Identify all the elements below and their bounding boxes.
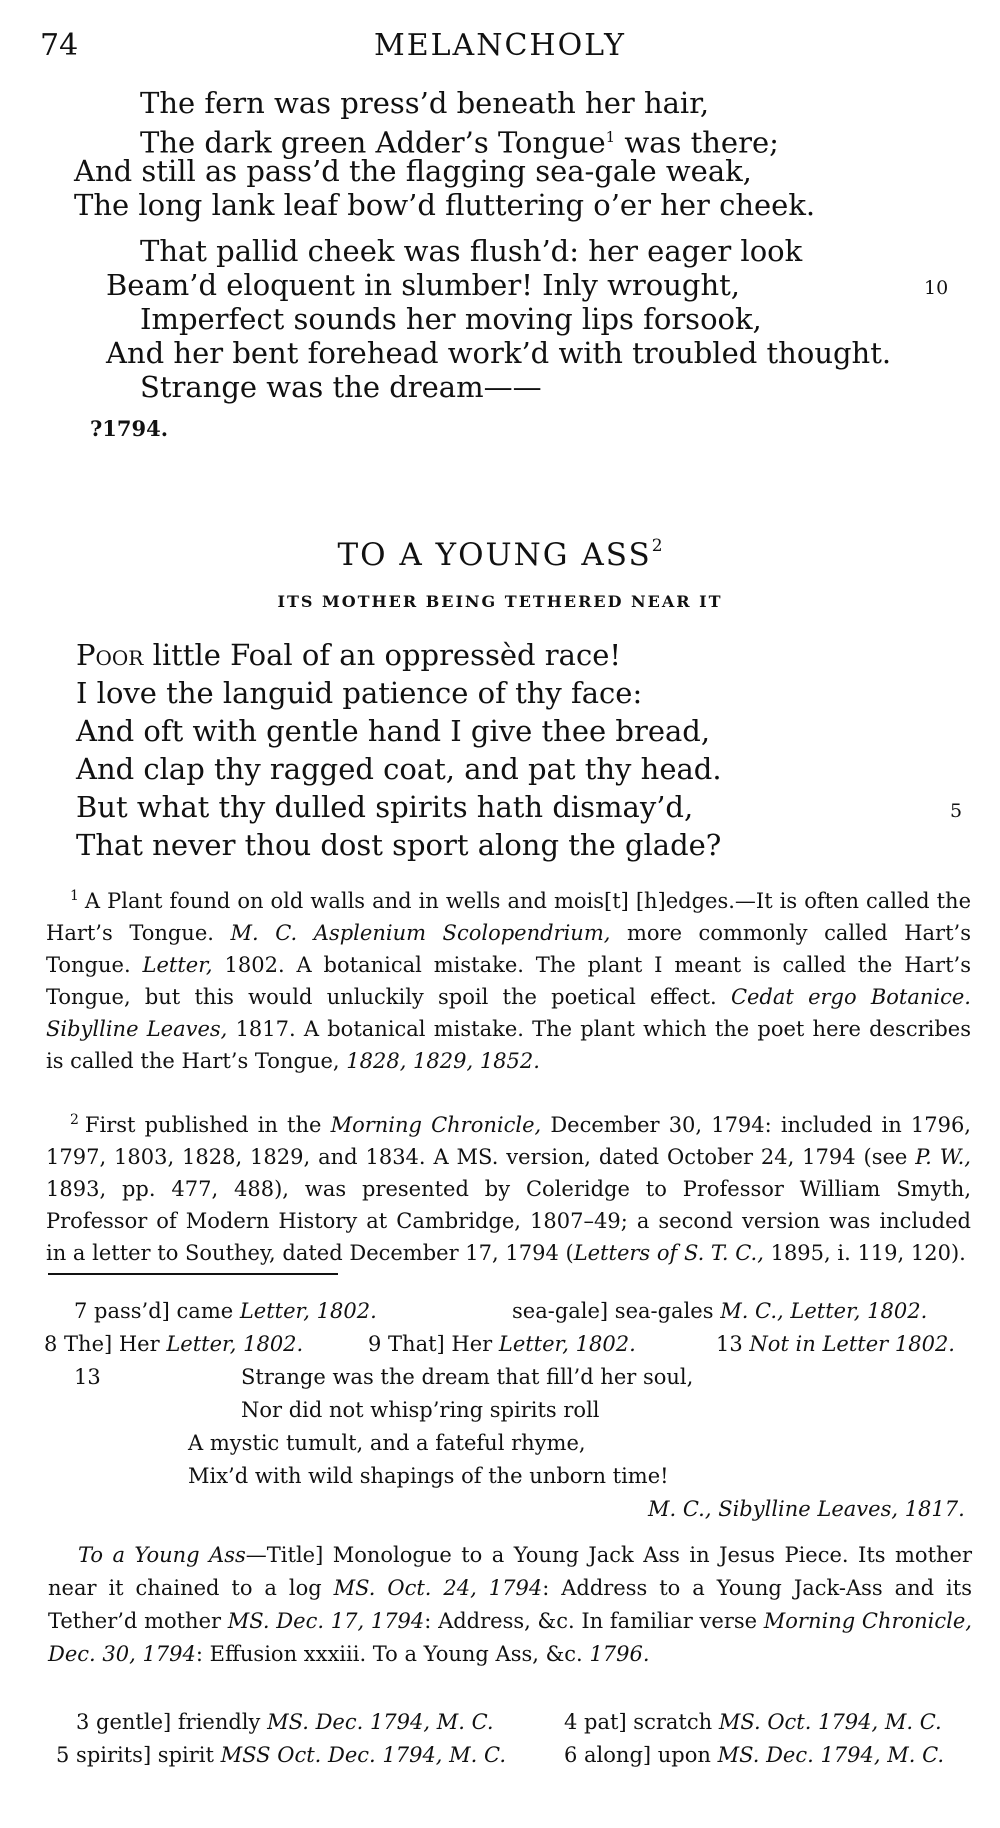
verse-line: That never thou dost sport along the glade?	[76, 828, 722, 862]
verse-line: But what thy dulled spirits hath dismay’d,	[76, 790, 694, 824]
footnote-mark: 1	[605, 128, 616, 146]
variant-line-8: 8 The] Her Letter, 1802.	[44, 1332, 304, 1356]
verse-line: And clap thy ragged coat, and pat thy head.	[76, 752, 722, 786]
variant-verse: Strange was the dream that fill’d her soul,	[241, 1365, 694, 1389]
footnote-1: $^1$ A Plant found on old walls and in wells and mois[t] [h]edges.—It is often called the Hart’s Tongue. M. C. Asplenium Scolopendrium, more commonly called Hart’s Tongue. Letter, 1802. A botanical mistake. The plant I meant is called the Hart’s Tongue, but this would unluckily spoil the poetical effect. Cedat ergo Botanice. Sibylline Leaves, 1817. A botanical mistake. The plant which the poet here describes is called the Hart’s Tongue, 1828, 1829, 1852.	[46, 888, 971, 1073]
variant-sea-gale: sea-gale] sea-gales M. C., Letter, 1802.	[512, 1299, 928, 1323]
variant-line-9: 9 That] Her Letter, 1802.	[368, 1332, 636, 1356]
line-number: 5	[950, 800, 963, 822]
variant-line-5: 5 spirits] spirit MSS Oct. Dec. 1794, M. C.	[56, 1743, 507, 1767]
poem-date: ?1794.	[90, 416, 169, 441]
footnote-2: $^2$ First published in the Morning Chronicle, December 30, 1794: included in 1796, 1797, 1803, 1828, 1829, and 1834. A MS. version, dated October 24, 1794 (see P. W., 1893, pp. 477, 488), was presented by Coleridge to Professor William Smyth, Professor of Modern History at Cambridge, 1807–49; a second version was included in a letter to Southey, dated December 17, 1794 (Letters of S. T. C., 1895, i. 119, 120).	[46, 1112, 971, 1265]
verse-line: Poor little Foal of an oppressèd race!	[76, 638, 622, 672]
variant-line-4: 4 pat] scratch MS. Oct. 1794, M. C.	[564, 1710, 942, 1734]
verse-line: The long lank leaf bow’d fluttering o’er her cheek.	[74, 188, 816, 222]
variant-line-7: 7 pass’d] came Letter, 1802.	[74, 1299, 377, 1323]
verse-line: And oft with gentle hand I give thee bread,	[76, 714, 711, 748]
poem-title: TO A YOUNG ASS$^2$	[337, 536, 663, 573]
verse-line: That pallid cheek was flush’d: her eager look	[140, 234, 803, 268]
variant-verse: Nor did not whisp’ring spirits roll	[241, 1398, 600, 1422]
verse-line: The dark green Adder’s Tongue$^1$ was there;	[140, 125, 779, 160]
variant-line-number: 13	[74, 1365, 101, 1389]
running-title: MELANCHOLY	[374, 28, 626, 63]
title-variants: To a Young Ass—Title] Monologue to a Young Jack Ass in Jesus Piece. Its mother near it chained to a log MS. Oct. 24, 1794: Address to a Young Jack-Ass and its Tether’d mother MS. Dec. 17, 1794: Address, &c. In familiar verse Morning Chronicle, Dec. 30, 1794: Effusion xxxiii. To a Young Ass, &c. 1796.	[48, 1543, 972, 1666]
verse-line: Strange was the dream——	[140, 370, 542, 404]
footnote-mark: 2	[651, 536, 663, 556]
line-number: 10	[924, 277, 949, 299]
variant-verse: A mystic tumult, and a fateful rhyme,	[188, 1431, 586, 1455]
verse-line: And still as pass’d the flagging sea-gale weak,	[74, 154, 752, 188]
variant-line-6: 6 along] upon MS. Dec. 1794, M. C.	[564, 1743, 945, 1767]
poem-subtitle: ITS MOTHER BEING TETHERED NEAR IT	[277, 592, 723, 611]
variant-verse: Mix’d with wild shapings of the unborn time!	[188, 1464, 669, 1488]
variant-source: M. C., Sibylline Leaves, 1817.	[648, 1497, 965, 1521]
page-number: 74	[40, 28, 79, 63]
verse-line: And her bent forehead work’d with troubled thought.	[106, 336, 892, 370]
verse-line: I love the languid patience of thy face:	[76, 676, 643, 710]
verse-line: Beam’d eloquent in slumber! Inly wrought,	[106, 268, 741, 302]
verse-line: Imperfect sounds her moving lips forsook,	[140, 302, 762, 336]
variant-line-13: 13 Not in Letter 1802.	[716, 1332, 955, 1356]
footnote-divider	[48, 1273, 338, 1275]
variant-line-3: 3 gentle] friendly MS. Dec. 1794, M. C.	[76, 1710, 494, 1734]
verse-line: The fern was press’d beneath her hair,	[140, 86, 710, 120]
